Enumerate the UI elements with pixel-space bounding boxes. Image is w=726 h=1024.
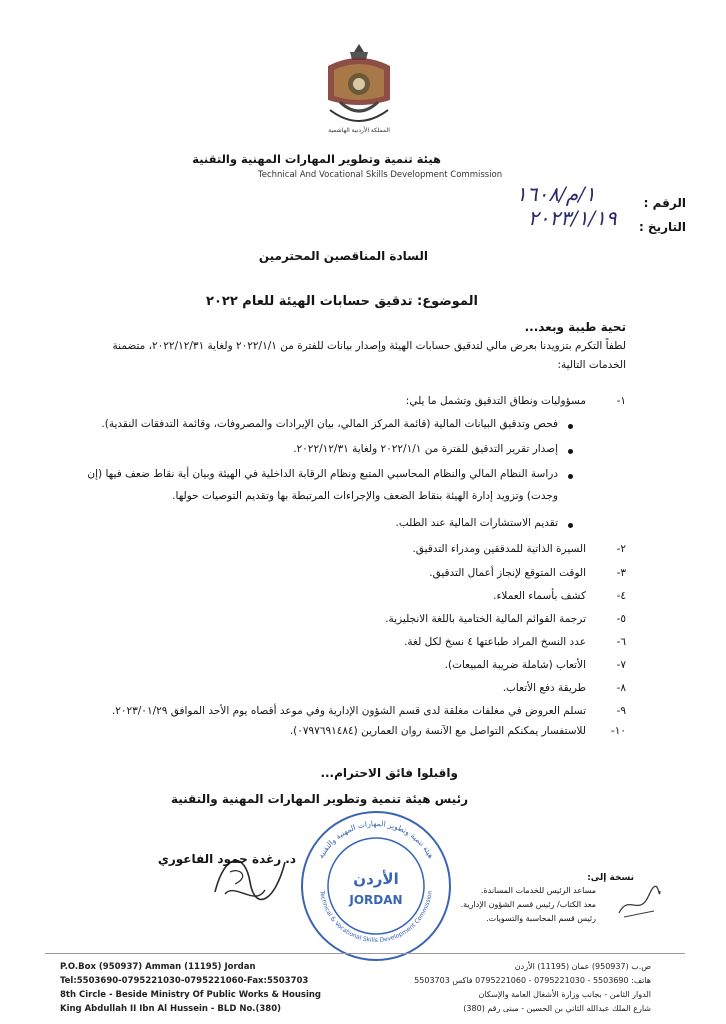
bullet-icon bbox=[568, 424, 573, 429]
org-name-arabic: هيئة تنمية وتطوير المهارات المهنية والتقنية bbox=[192, 152, 441, 166]
item-text: طريقة دفع الأتعاب. bbox=[502, 682, 586, 694]
item-text: السيرة الذاتية للمدققين ومدراء التدقيق. bbox=[412, 543, 586, 555]
footer-phone-ar: هاتف: 5503690 - 0795221030 - 0795221060 فاكس 5503703 bbox=[414, 976, 651, 985]
item-text: كشف بأسماء العملاء. bbox=[493, 590, 586, 602]
item-text: تسلم العروض في مغلفات مغلقة لدى قسم الشؤون الإدارية وفي موعد أقصاه يوم الأحد الموافق ٢٠٢٣/٠١/٢٩. bbox=[111, 705, 586, 717]
intro-paragraph-line2: الخدمات التالية: bbox=[557, 359, 626, 371]
item-number: -٦ bbox=[616, 636, 626, 648]
stamp-ring-arabic: هيئة تنمية وتطوير المهارات المهنية والتقنية bbox=[316, 818, 436, 860]
addressee: السادة المناقصين المحترمين bbox=[258, 249, 428, 263]
bullet-text-continued: وجدت) وتزويد إدارة الهيئة بنقاط الضعف والإجراءات المرتبطة بها وتقديم التوصيات حولها. bbox=[172, 490, 558, 502]
subject-line: الموضوع: تدقيق حسابات الهيئة للعام ٢٠٢٢ bbox=[206, 294, 478, 309]
bullet-icon bbox=[568, 449, 573, 454]
item-text: ترجمة القوائم المالية الختامية باللغة الانجليزية. bbox=[385, 613, 586, 625]
footer-building-en: King Abdullah II Ibn Al Hussein - BLD No.(380) bbox=[60, 1004, 282, 1014]
copies-label: نسخة إلى: bbox=[587, 873, 634, 883]
item-number: -١٠ bbox=[610, 725, 626, 737]
item-text: الأتعاب (شاملة ضريبة المبيعات). bbox=[444, 659, 586, 671]
copies-item: معد الكتاب/ رئيس قسم الشؤون الإدارية. bbox=[460, 900, 596, 909]
item-text: للاستفسار يمكنكم التواصل مع الآنسة روان العمارين (٠٧٩٧٦٩١٤٨٤). bbox=[289, 725, 586, 737]
official-stamp bbox=[298, 808, 454, 964]
item-number: -٣ bbox=[616, 567, 626, 579]
footer-building-ar: شارع الملك عبدالله الثاني بن الحسين - مبنى رقم (380) bbox=[463, 1004, 651, 1013]
item-number: -٥ bbox=[616, 613, 626, 625]
handwritten-signature bbox=[205, 832, 297, 912]
greeting: تحية طيبة وبعد... bbox=[524, 320, 626, 334]
bullet-text: تقديم الاستشارات المالية عند الطلب. bbox=[395, 517, 558, 529]
reference-number-label: الرقم : bbox=[643, 196, 686, 210]
bullet-icon bbox=[568, 474, 573, 479]
signatory-name: د. رغدة حمود الفاعوري bbox=[157, 852, 296, 866]
copies-initials-scribble bbox=[614, 883, 664, 925]
bullet-icon bbox=[568, 523, 573, 528]
item-text: عدد النسخ المراد طباعتها ٤ نسخ لكل لغة. bbox=[404, 636, 586, 648]
item-number: -٧ bbox=[616, 659, 626, 671]
item-text: الوقت المتوقع لإنجاز أعمال التدقيق. bbox=[429, 567, 586, 579]
stamp-ring-english: Technical & Vocational Skills Development Commission bbox=[318, 890, 434, 945]
bullet-text: دراسة النظام المالي والنظام المحاسبي المتبع ونظام الرقابة الداخلية في الهيئة وبيان أية نقاط ضعف فيها (إن bbox=[87, 468, 558, 480]
org-name-english: Technical And Vocational Skills Development Commission bbox=[258, 170, 503, 180]
footer-location-ar: الدوار الثامن - بجانب وزارة الأشغال العامة والإسكان bbox=[478, 990, 651, 999]
signatory-title: رئيس هيئة تنمية وتطوير المهارات المهنية والتقنية bbox=[170, 792, 468, 806]
emblem-caption: المملكة الأردنية الهاشمية bbox=[328, 127, 390, 134]
date-label: التاريخ : bbox=[638, 220, 686, 234]
item-number: -٤ bbox=[616, 590, 626, 602]
item-number: -٢ bbox=[616, 543, 626, 555]
bullet-text: إصدار تقرير التدقيق للفترة من ٢٠٢٢/١/١ ولغاية ٢٠٢٢/١٢/٣١. bbox=[293, 443, 558, 455]
item-text: مسؤوليات ونطاق التدقيق وتشمل ما يلي: bbox=[405, 395, 586, 407]
item-number: -٩ bbox=[616, 705, 626, 717]
stamp-center-english: JORDAN bbox=[349, 893, 403, 907]
footer-location-en: 8th Circle - Beside Ministry Of Public Works & Housing bbox=[60, 990, 322, 1000]
date-value: ٢٠٢٣/١/١٩ bbox=[528, 206, 617, 230]
footer-phone-en: Tel:5503690-0795221030-0795221060-Fax:5503703 bbox=[60, 976, 309, 986]
copies-item: رئيس قسم المحاسبة والتسويات. bbox=[486, 914, 596, 923]
stamp-center-arabic: الأردن bbox=[353, 870, 399, 888]
item-number: -٨ bbox=[616, 682, 626, 694]
item-number: -١ bbox=[616, 395, 626, 407]
footer-address-en: P.O.Box (950937) Amman (11195) Jordan bbox=[60, 962, 256, 972]
closing-regards: واقبلوا فائق الاحترام... bbox=[320, 766, 458, 780]
bullet-text: فحص وتدقيق البيانات المالية (قائمة المركز المالي، بيان الإيرادات والمصروفات، وقائمة التدفقات النقدية). bbox=[101, 418, 558, 430]
reference-number-value: ١/م/١٦٠٨ bbox=[516, 182, 596, 206]
footer-address-ar: ص.ب (950937) عمان (11195) الأردن bbox=[514, 962, 651, 971]
footer-divider bbox=[45, 953, 685, 954]
coat-of-arms-emblem bbox=[320, 40, 398, 138]
intro-paragraph-line1: لطفاً التكرم بتزويدنا بعرض مالي لتدقيق حسابات الهيئة وإصدار بيانات للفترة من ٢٠٢٢/١/١ ولغاية ٢٠٢٢/١٢/٣١، متضمنة bbox=[112, 340, 626, 352]
copies-item: مساعد الرئيس للخدمات المساندة. bbox=[480, 886, 596, 895]
